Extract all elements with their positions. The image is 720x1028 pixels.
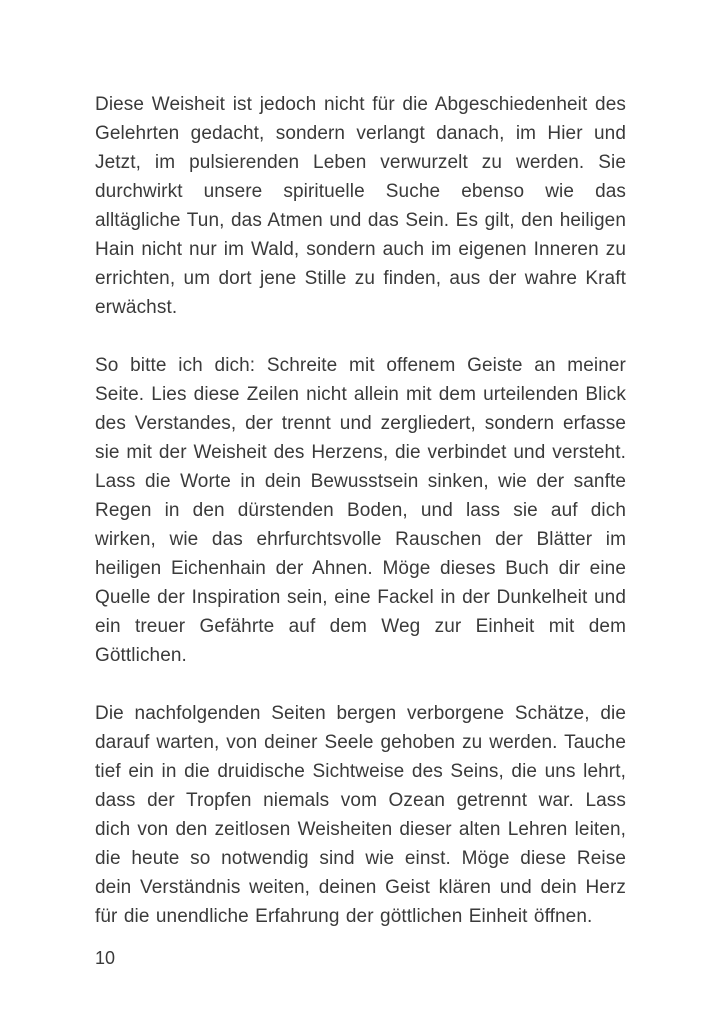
page-number: 10 — [95, 948, 116, 968]
paragraph-1: Diese Weisheit ist jedoch nicht für die Abgeschiedenheit des Gelehrten gedacht, sondern verlangt danach, im Hier und Jetzt, im pulsierenden Leben verwurzelt zu werden. Sie durchwirkt unsere spirituelle Suche ebenso wie das alltägliche Tun, das Atmen und das Sein. Es gilt, den heiligen Hain nicht nur im Wald, sondern auch im eigenen Inneren zu errichten, um dort jene Stille zu finden, aus der wahre Kraft erwächst. — [95, 94, 626, 318]
paragraph-2: So bitte ich dich: Schreite mit offenem Geiste an meiner Seite. Lies diese Zeilen nicht allein mit dem urteilenden Blick des Verstandes, der trennt und zergliedert, sondern erfasse sie mit der Weisheit des Herzens, die verbindet und versteht. Lass die Worte in dein Bewusstsein sinken, wie der sanfte Regen in den dürstenden Boden, und lass sie auf dich wirken, wie das ehrfurchtsvolle Rauschen der Blätter im heiligen Eichenhain der Ahnen. Möge dieses Buch dir eine Quelle der Inspiration sein, eine Fackel in der Dunkelheit und ein treuer Gefährte auf dem Weg zur Einheit mit dem Göttlichen. — [95, 355, 626, 666]
paragraph-3: Die nachfolgenden Seiten bergen verborgene Schätze, die darauf warten, von deiner Seele gehoben zu werden. Tauche tief ein in die druidische Sichtweise des Seins, die uns lehrt, dass der Tropfen niemals vom Ozean getrennt war. Lass dich von den zeitlosen Weisheiten dieser alten Lehren leiten, die heute so notwendig sind wie einst. Möge diese Reise dein Verständnis weiten, deinen Geist klären und dein Herz für die unendliche Erfahrung der göttlichen Einheit öffnen. — [95, 703, 626, 927]
text-block — [95, 90, 626, 931]
